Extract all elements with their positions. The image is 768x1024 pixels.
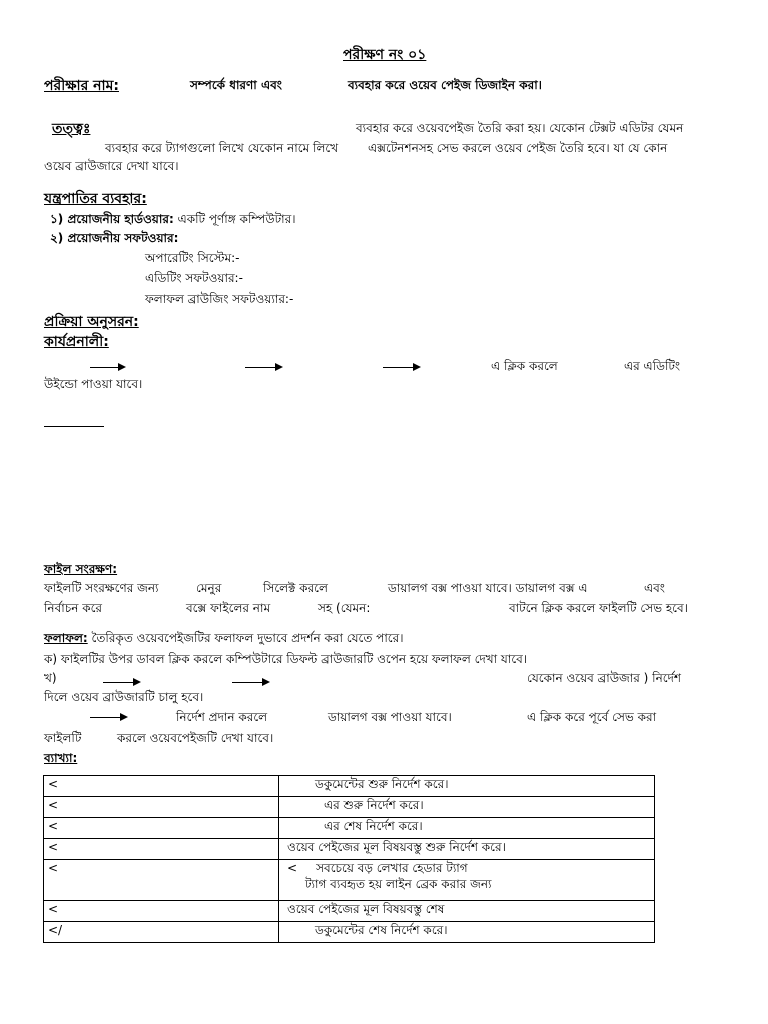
- description-cell: এর শেষ নির্দেশ করে।: [279, 818, 655, 839]
- result-intro: তৈরিকৃত ওয়েবপেইজটির ফলাফল দুভাবে প্রদর্শন করা যেতে পারে।: [91, 631, 404, 645]
- experiment-name-part2: ব্যবহার করে ওয়েব পেইজ ডিজাইন করা।: [348, 78, 542, 92]
- description-cell: [279, 860, 655, 901]
- arrow-icon: [90, 367, 124, 368]
- method-editing-text: এর এডিটিং: [624, 359, 681, 373]
- result-c1: নির্দেশ প্রদান করলে: [176, 710, 268, 724]
- tag-cell: </: [44, 922, 279, 943]
- result-c3: এ ক্লিক করে পূর্বে সেভ করা: [527, 710, 657, 724]
- save-line-2c: সহ (যেমন:: [318, 601, 371, 615]
- software-os: অপারেটিং সিস্টেম:-: [145, 251, 240, 265]
- description-cell: ওয়েব পেইজের মূল বিষয়বস্তু শুরু নির্দেশ করে।: [279, 839, 655, 860]
- hardware-value: একটি পূর্ণাঙ্গ কম্পিউটার।: [177, 212, 296, 226]
- method-label: কার্যপ্রনালী:: [44, 334, 109, 350]
- arrow-icon: [245, 367, 281, 368]
- equipment-label: যন্ত্রপাতির ব্যবহার:: [44, 191, 147, 207]
- experiment-title: পরীক্ষণ নং ০১: [343, 47, 427, 63]
- description-line: < সবচেয়ে বড় লেখার হেডার ট্যাগ: [287, 861, 468, 875]
- result-b-right: যেকোন ওয়েব ব্রাউজার ) নির্দেশ: [527, 671, 681, 685]
- experiment-name-part1: সম্পর্কে ধারণা এবং: [190, 78, 282, 92]
- software-browser: ফলাফল ব্রাউজিং সফটওয়্যার:-: [145, 292, 294, 306]
- arrow-icon: [232, 682, 268, 683]
- save-line-1c: সিলেক্ট করলে: [263, 581, 328, 595]
- short-divider: [44, 426, 104, 427]
- table-row: [44, 818, 655, 839]
- result-b-label: খ): [44, 671, 57, 685]
- software-label: ২) প্রয়োজনীয় সফটওয়ার:: [50, 231, 179, 245]
- result-d2: করলে ওয়েবপেইজটি দেখা যাবে।: [117, 731, 274, 745]
- save-line-2d: বাটনে ক্লিক করলে ফাইলটি সেভ হবে।: [509, 601, 688, 615]
- result-line: [44, 631, 404, 647]
- tag-cell: <: [44, 776, 279, 797]
- tag-cell: <: [44, 901, 279, 922]
- tag-explanation-table: [43, 775, 655, 943]
- theory-line-2a: ব্যবহার করে ট্যাগগুলো লিখে যেকোন নামে লিখে: [105, 141, 339, 155]
- result-c2: ডায়ালগ বক্স পাওয়া যাবে।: [328, 710, 452, 724]
- arrow-icon: [383, 367, 419, 368]
- table-row: [44, 901, 655, 922]
- tag-cell: <: [44, 818, 279, 839]
- explanation-label: ব্যাখ্যা:: [44, 751, 78, 765]
- save-line-1e: এবং: [644, 581, 665, 595]
- software-editor: এডিটিং সফটওয়ার:-: [145, 271, 243, 285]
- table-row: [44, 922, 655, 943]
- table-row: [44, 839, 655, 860]
- result-d1: ফাইলটি: [44, 731, 82, 745]
- hardware-line: [50, 212, 296, 228]
- description-line: ট্যাগ ব্যবহৃত হয় লাইন ব্রেক করার জন্য: [305, 876, 492, 891]
- theory-line-1: ব্যবহার করে ওয়েবপেইজ তৈরি করা হয়। যেকোন টেক্সট এডিটর যেমন: [356, 121, 684, 135]
- save-label: ফাইল সংরক্ষণ:: [44, 562, 118, 576]
- description-cell: এর শুরু নির্দেশ করে।: [279, 797, 655, 818]
- description-cell: ওয়েব পেইজের মূল বিষয়বস্তু শেষ: [279, 901, 655, 922]
- table-row: [44, 776, 655, 797]
- result-b-line-2: দিলে ওয়েব ব্রাউজারটি চালু হবে।: [44, 690, 204, 704]
- tag-cell: <: [44, 839, 279, 860]
- theory-label: তত্ত্বঃ: [52, 121, 91, 137]
- method-click-text: এ ক্লিক করলে: [491, 359, 558, 373]
- description-cell: ডকুমেন্টের শেষ নির্দেশ করে।: [279, 922, 655, 943]
- description-cell: ডকুমেন্টের শুরু নির্দেশ করে।: [279, 776, 655, 797]
- arrow-icon: [103, 682, 139, 683]
- arrow-icon: [90, 717, 126, 718]
- result-a: ক) ফাইলটির উপর ডাবল ক্লিক করলে কম্পিউটারে ডিফল্ট ব্রাউজারটি ওপেন হয়ে ফলাফল দেখা যাবে।: [44, 652, 528, 666]
- save-line-2a: নির্বাচন করে: [44, 601, 103, 615]
- result-label: ফলাফল:: [44, 631, 88, 645]
- method-line-2: উইন্ডো পাওয়া যাবে।: [44, 377, 143, 391]
- hardware-label: ১) প্রয়োজনীয় হার্ডওয়ার:: [50, 212, 174, 226]
- procedure-label: প্রক্রিয়া অনুসরন:: [44, 314, 139, 330]
- experiment-name-label: পরীক্ষার নাম:: [44, 78, 119, 94]
- tag-cell: <: [44, 797, 279, 818]
- theory-line-3: ওয়েব ব্রাউজারে দেখা যাবে।: [44, 159, 179, 173]
- tag-cell: <: [44, 860, 279, 901]
- table-row: [44, 797, 655, 818]
- theory-line-2b: এক্সটেনশনসহ সেভ করলে ওয়েব পেইজ তৈরি হবে। যা যে কোন: [368, 141, 668, 155]
- table-row: [44, 860, 655, 901]
- save-line-1d: ডায়ালগ বক্স পাওয়া যাবে। ডায়ালগ বক্স এ: [388, 581, 588, 595]
- save-line-1b: মেনুর: [196, 581, 222, 595]
- save-line-1a: ফাইলটি সংরক্ষণের জন্য: [44, 581, 159, 595]
- save-line-2b: বক্সে ফাইলের নাম: [186, 601, 271, 615]
